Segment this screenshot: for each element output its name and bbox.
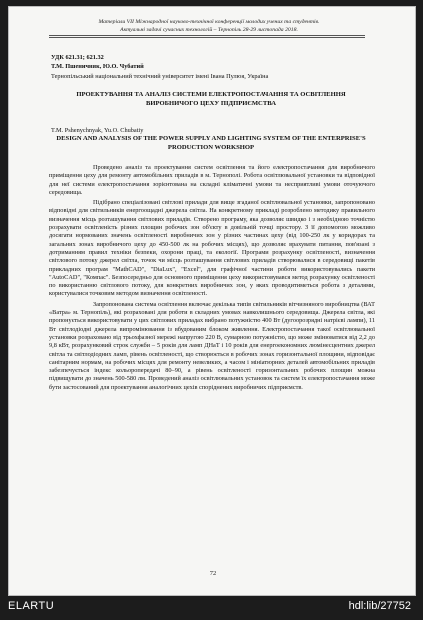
- authors-ukrainian: Т.М. Пшеничняк, Ю.О. Чубатий: [51, 63, 144, 70]
- header-divider: [49, 35, 365, 36]
- paragraph-1: Проведено аналіз та проектування систем освітлення та його електропостачання для виробничого приміщення цеху для ремонту автомобільних приладів в м. Тернополі. Робота освітлювальної установки та відповідної для неї системи електропостачання зорієнтована на складні кліматичні умови та несприятливі умови оточуючого середовища.: [49, 164, 375, 196]
- title-english: DESIGN AND ANALYSIS OF THE POWER SUPPLY AND LIGHTING SYSTEM OF THE ENTERPRISE'S PRODUCTION WORKSHOP: [56, 135, 366, 151]
- handle-identifier: hdl:lib/27752: [348, 600, 411, 612]
- paragraph-2: Підібрано спеціалізовані світлові прилади для вище згаданої освітлювальної установки, запропоновано відповідні для світильників енергоощадні джерела світла. На конкретному прикладі розроблено методику правильного визначення місць розташування світлових приладів. Створено програму, яка дозволяє швидко і з необхідною точністю розрахувати освітленість різних площин робочих зон об'єкту в довільній точці простору. З її допомогою можливо досягати нормованих значень освітленості виробничих зон у різних частинах цеху (від 100-250 лк у коридорах та загальних зонах виробничого цеху до 450-500 лк на робочих місцях), що дозволяє врахувати питання, пов'язані з дотриманням правил техніки безпеки, охорони праці, та екології. Програми розрахунку освітленості, визначення світлового потоку джерел світла, точок чи місць розташування світлових приладів створювалися в середовищі пакетів прикладних програм "MathCAD", "DiaLux", "Excel", для графічної частини роботи використовувались пакети "AutoCAD", "Компас". Безпосередньо для основного приміщення цеху використовувався метод розрахунку освітленості по використанню світлового потоку, для конкретних виробничих зон, у яких проводитиметься робота з деталями, користувалися точковим методом визначення освітленості.: [49, 199, 375, 298]
- document-page: [8, 6, 416, 596]
- body-text: [49, 164, 375, 394]
- conference-header-line-2: Актуальні задачі сучасних технологій – Тернопіль 28-29 листопада 2018.: [120, 27, 298, 33]
- conference-header-line-1: Матеріали VII Міжнародної науково-технічної конференції молодих учених та студентів.: [98, 19, 320, 25]
- paragraph-3: Запропонована система освітлення включає декілька типів світильників вітчизняного виробництва (ВАТ «Ватра» м. Тернопіль), які розраховані для роботи в складних умовах навколишнього середовища. Джерела світла, які пропонується використовувати у цих світлових приладах вибрано потужністю 400 Вт (дугоорозрядні натрієві лампи), 11 Вт світлодіодні джерела випромінювання із вбудованим блоком живлення. Електропостачання такої освітлювальної установки розраховано від трьохфазної мережі напругою 220 В, сумарною потужністю, що може змінюватися від 2,2 до 9,8 кВт, розрахунковий строк служби – 5 років для ламп ДНаТ і 10 років для енергоекономних люмінесцентних джерел світла та світлодіодних ламп, рівень освітленості, що створюється в робочих зонах горизонтальної площини, відповідає санітарним нормам, на робочих місцях для ремонту невеликих, а часом і мініатюрних деталей автомобільних приладів забезпечується індекс кольоропередачі 80–90, а рівень освітленості горизонтальних робочих площин можна підвищувати до значень 500-580 лм. Проведений аналіз освітлювальних установок та систем їх електропостачання може бути застосований для проектування аналогічних цехів споріднених виробничих підприємств.: [49, 300, 375, 391]
- repository-name: ELARTU: [8, 600, 55, 612]
- title-ukrainian: ПРОЕКТУВАННЯ ТА АНАЛІЗ СИСТЕМИ ЕЛЕКТРОПОСТАЧАННЯ ТА ОСВІТЛЕННЯ ВИРОБНИЧОГО ЦЕХУ ПІДПРИЄМСТВА: [76, 91, 346, 107]
- page-number: 72: [209, 570, 217, 577]
- footer-bar: [0, 596, 423, 620]
- udc-code: УДК 621.31; 621.32: [51, 54, 104, 61]
- header-divider-secondary: [49, 37, 365, 38]
- authors-english: T.M. Pshenychnyak, Yu.O. Chubatiy: [51, 127, 144, 134]
- affiliation: Тернопільський національний технічний університет імені Івана Пулюя, Україна: [51, 73, 269, 80]
